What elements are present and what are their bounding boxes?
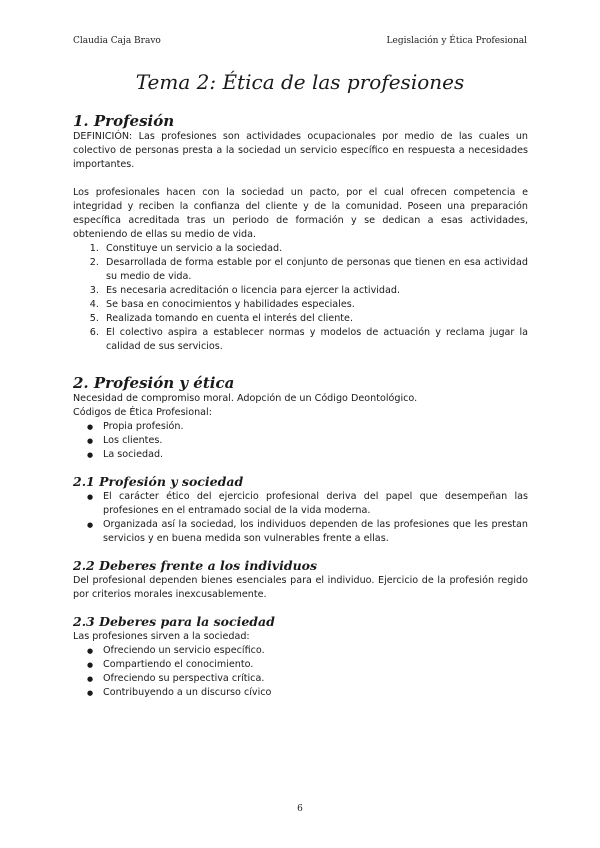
list-item: ● El carácter ético del ejercicio profesional deriva del papel que desempeñan las profesiones en el entramado social de la vida moderna.: [103, 490, 528, 518]
main-content: [73, 112, 528, 700]
list-item: ● Contribuyendo a un discurso cívico: [103, 686, 528, 700]
header-subject: Legislación y Ética Profesional: [386, 36, 527, 46]
list-item: ● Los clientes.: [103, 434, 528, 448]
list-item: 5. Realizada tomando en cuenta el interés del cliente.: [102, 312, 528, 326]
page-title: Tema 2: Ética de las profesiones: [135, 70, 465, 94]
list-item: 2. Desarrollada de forma estable por el conjunto de personas que tienen en esa actividad su medio de vida.: [102, 256, 528, 284]
list-item: ● Ofreciendo su perspectiva crítica.: [103, 672, 528, 686]
list-item: 3. Es necesaria acreditación o licencia para ejercer la actividad.: [102, 284, 528, 298]
section-2-2-heading: 2.2 Deberes frente a los individuos: [73, 558, 318, 573]
individual-duties-paragraph: Del profesional dependen bienes esenciales para el individuo. Ejercicio de la profesión regido por criterios morales inexcusablemente.: [73, 575, 528, 600]
list-item: 6. El colectivo aspira a establecer normas y modelos de actuación y reclama jugar la calidad de sus servicios.: [102, 326, 528, 354]
commitment-line: Necesidad de compromiso moral. Adopción de un Código Deontológico.: [73, 393, 418, 404]
pact-paragraph: Los profesionales hacen con la sociedad un pacto, por el cual ofrecen competencia e integridad y reciben la confianza del cliente y de la comunidad. Poseen una preparación específica acreditada tras un periodo de formación y se dedican a esas actividades, obteniendo de ellas su medio de vida.: [73, 187, 528, 240]
header-author: Claudia Caja Bravo: [73, 36, 161, 46]
list-item: ● La sociedad.: [103, 448, 528, 462]
list-item: 4. Se basa en conocimientos y habilidades especiales.: [102, 298, 528, 312]
list-item: ● Propia profesión.: [103, 420, 528, 434]
page-number: 6: [297, 804, 303, 814]
section-2-heading: 2. Profesión y ética: [73, 374, 235, 392]
list-item: 1. Constituye un servicio a la sociedad.: [102, 242, 528, 256]
codes-line: Códigos de Ética Profesional:: [73, 407, 212, 418]
definition-paragraph: DEFINICIÓN: Las profesiones son actividades ocupacionales por medio de las cuales un colectivo de personas presta a la sociedad un servicio específico en respuesta a necesidades importantes.: [73, 131, 528, 170]
society-duties-intro: Las profesiones sirven a la sociedad:: [73, 631, 250, 642]
list-item: ● Compartiendo el conocimiento.: [103, 658, 528, 672]
section-2-1-heading: 2.1 Profesión y sociedad: [73, 474, 244, 489]
section-1-heading: 1. Profesión: [73, 112, 175, 130]
list-item: ● Organizada así la sociedad, los individuos dependen de las profesiones que les prestan servicios y en buena medida son vulnerables frente a ellas.: [103, 518, 528, 546]
society-duties-list: [73, 644, 528, 700]
profession-characteristics-list: [73, 242, 528, 354]
section-2-3-heading: 2.3 Deberes para la sociedad: [73, 614, 275, 629]
codes-list: [73, 420, 528, 462]
society-list: [73, 490, 528, 546]
list-item: ● Ofreciendo un servicio específico.: [103, 644, 528, 658]
